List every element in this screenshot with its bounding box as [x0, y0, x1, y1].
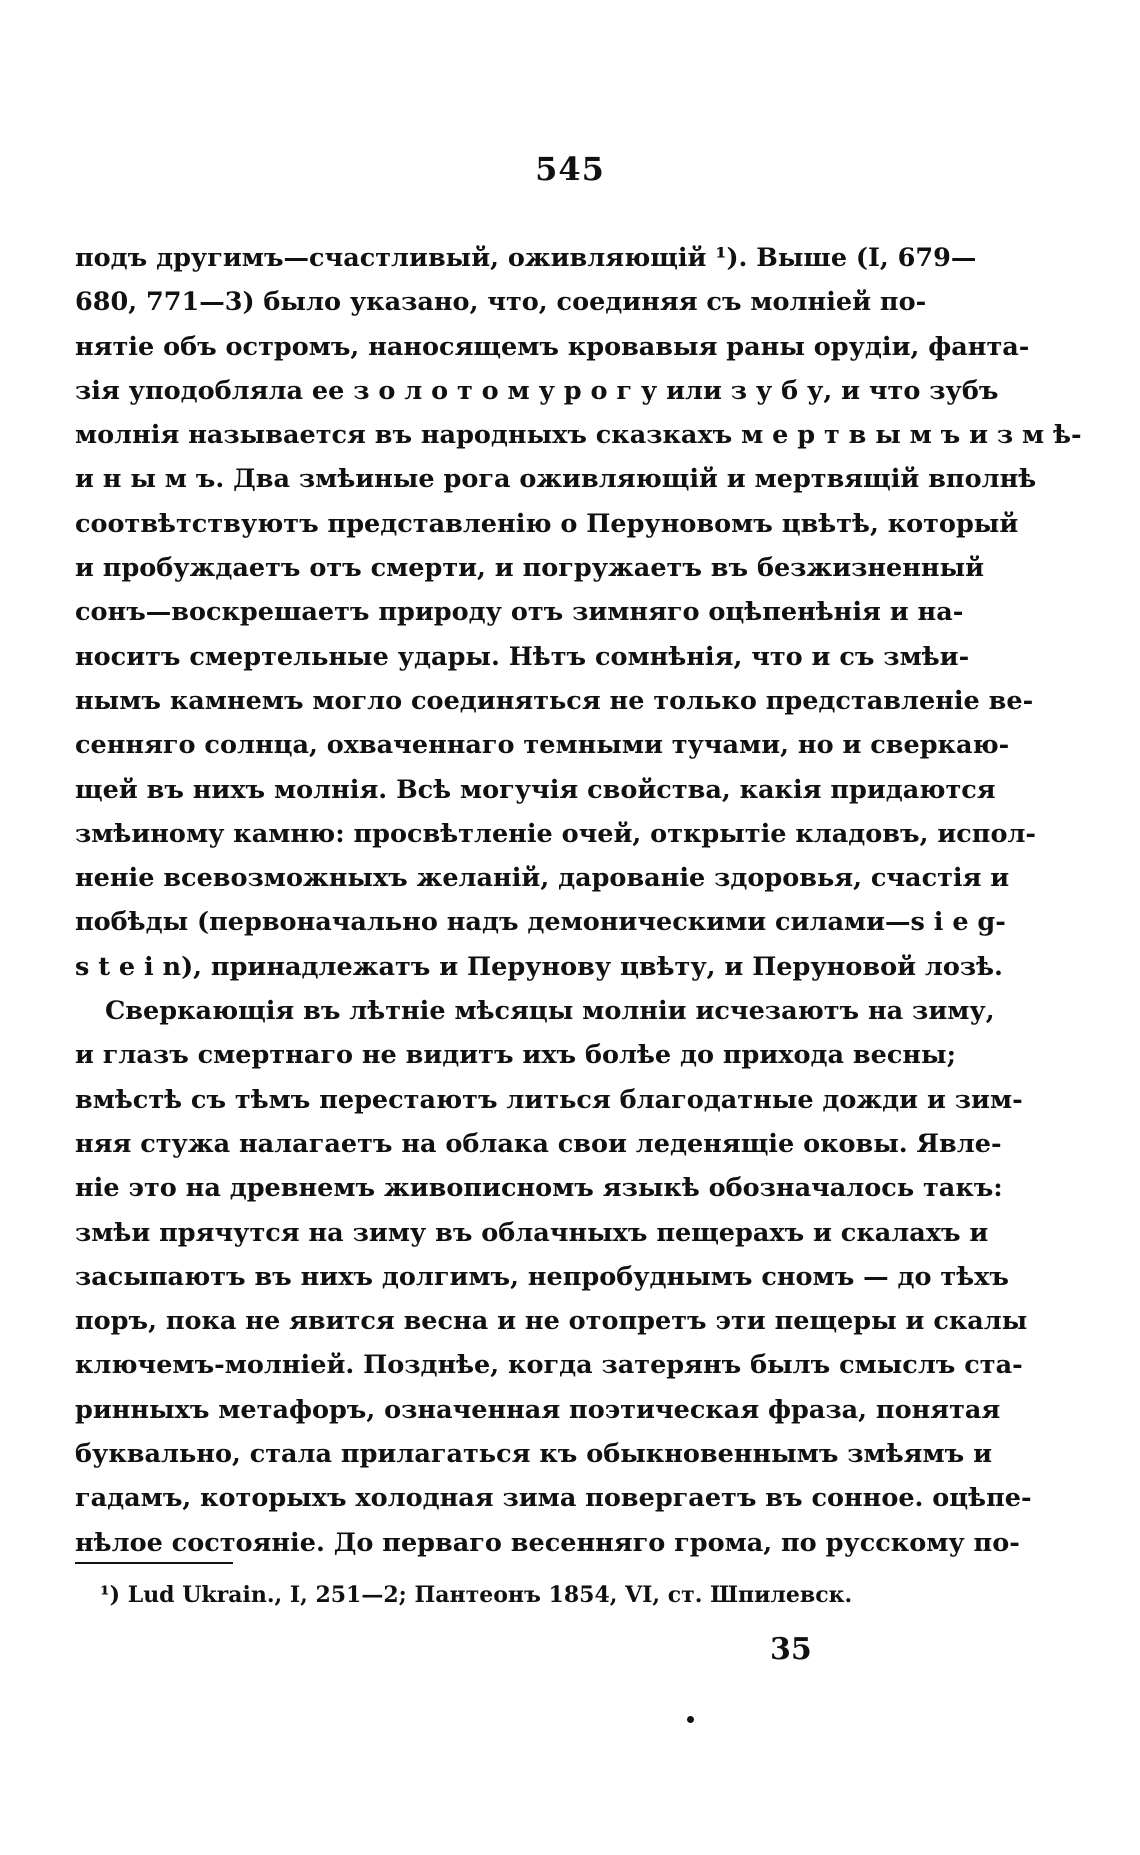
text-line: носитъ смертельные удары. Нѣтъ сомнѣнія, что и съ змѣи- — [75, 641, 970, 672]
text-line: няя стужа налагаетъ на облака свои леденящіе оковы. Явле- — [75, 1128, 1002, 1159]
footnote — [100, 1582, 852, 1608]
text-line: зія уподобляла ее з о л о т о м у р о г у или з у б у, и что зубъ — [75, 375, 999, 406]
text-line: ніе это на древнемъ живописномъ языкѣ обозначалось такъ: — [75, 1173, 1003, 1204]
text-line: и пробуждаетъ отъ смерти, и погружаетъ въ безжизненный — [75, 553, 985, 584]
text-line: и н ы м ъ. Два змѣиные рога оживляющій и мертвящій вполнѣ — [75, 464, 1037, 495]
footnote-marker: ¹) — [100, 1582, 121, 1608]
text-line: засыпаютъ въ нихъ долгимъ, непробуднымъ сномъ — до тѣхъ — [75, 1261, 1009, 1292]
text-line: поръ, пока не явится весна и не отопретъ эти пещеры и скалы — [75, 1306, 1028, 1337]
footnote-text: Lud Ukrain., I, 251—2; Пантеонъ 1854, VI, ст. Шпилевск. — [127, 1582, 853, 1608]
text-line: 680, 771—3) было указано, что, соединяя съ молніей по- — [75, 287, 927, 318]
ink-dot — [687, 1716, 694, 1723]
body-text — [75, 236, 1082, 1565]
text-line: щей въ нихъ молнія. Всѣ могучія свойства, какія придаются — [75, 774, 996, 805]
text-line: молнія называется въ народныхъ сказкахъ м е р т в ы м ъ и з м ѣ- — [75, 420, 1082, 451]
text-line: змѣи прячутся на зиму въ облачныхъ пещерахъ и скалахъ и — [75, 1217, 989, 1248]
printer-signature: 35 — [770, 1632, 812, 1667]
text-line: неніе всевозможныхъ желаній, дарованіе здоровья, счастія и — [75, 863, 1010, 894]
text-line: сонъ—воскрешаетъ природу отъ зимняго оцѣпенѣнія и на- — [75, 597, 964, 628]
text-line: нымъ камнемъ могло соединяться не только представленіе ве- — [75, 685, 1034, 716]
text-line: Сверкающія въ лѣтніе мѣсяцы молніи исчезаютъ на зиму, — [105, 996, 995, 1027]
text-line: вмѣстѣ съ тѣмъ перестаютъ литься благодатные дожди и зим- — [75, 1084, 1023, 1115]
text-line: гадамъ, которыхъ холодная зима повергаетъ въ сонное. оцѣпе- — [75, 1483, 1032, 1514]
text-line: сенняго солнца, охваченнаго темными тучами, но и сверкаю- — [75, 730, 1010, 761]
text-line: нѣлое состояніе. До перваго весенняго грома, по русскому по- — [75, 1527, 1020, 1558]
text-line: побѣды (первоначально надъ демоническими силами—s i e g- — [75, 907, 1006, 938]
text-line: змѣиному камню: просвѣтленіе очей, открытіе кладовъ, испол- — [75, 818, 1037, 849]
text-line: соотвѣтствуютъ представленію о Перуновомъ цвѣтѣ, который — [75, 508, 1019, 539]
text-line: ключемъ-молніей. Позднѣе, когда затерянъ былъ смыслъ ста- — [75, 1350, 1023, 1381]
text-line: нятіе объ остромъ, наносящемъ кровавыя раны орудіи, фанта- — [75, 331, 1030, 362]
text-line: и глазъ смертнаго не видитъ ихъ болѣе до прихода весны; — [75, 1040, 956, 1071]
text-line: подъ другимъ—счастливый, оживляющій ¹). Выше (I, 679— — [75, 243, 977, 273]
text-line: буквально, стала прилагаться къ обыкновеннымъ змѣямъ и — [75, 1439, 992, 1470]
page-number: 545 — [535, 150, 605, 188]
text-line: ринныхъ метафоръ, означенная поэтическая фраза, понятая — [75, 1394, 1001, 1425]
footnote-rule — [75, 1562, 233, 1564]
text-line: s t e i n), принадлежатъ и Перунову цвѣту, и Перуновой лозѣ. — [75, 951, 1003, 982]
